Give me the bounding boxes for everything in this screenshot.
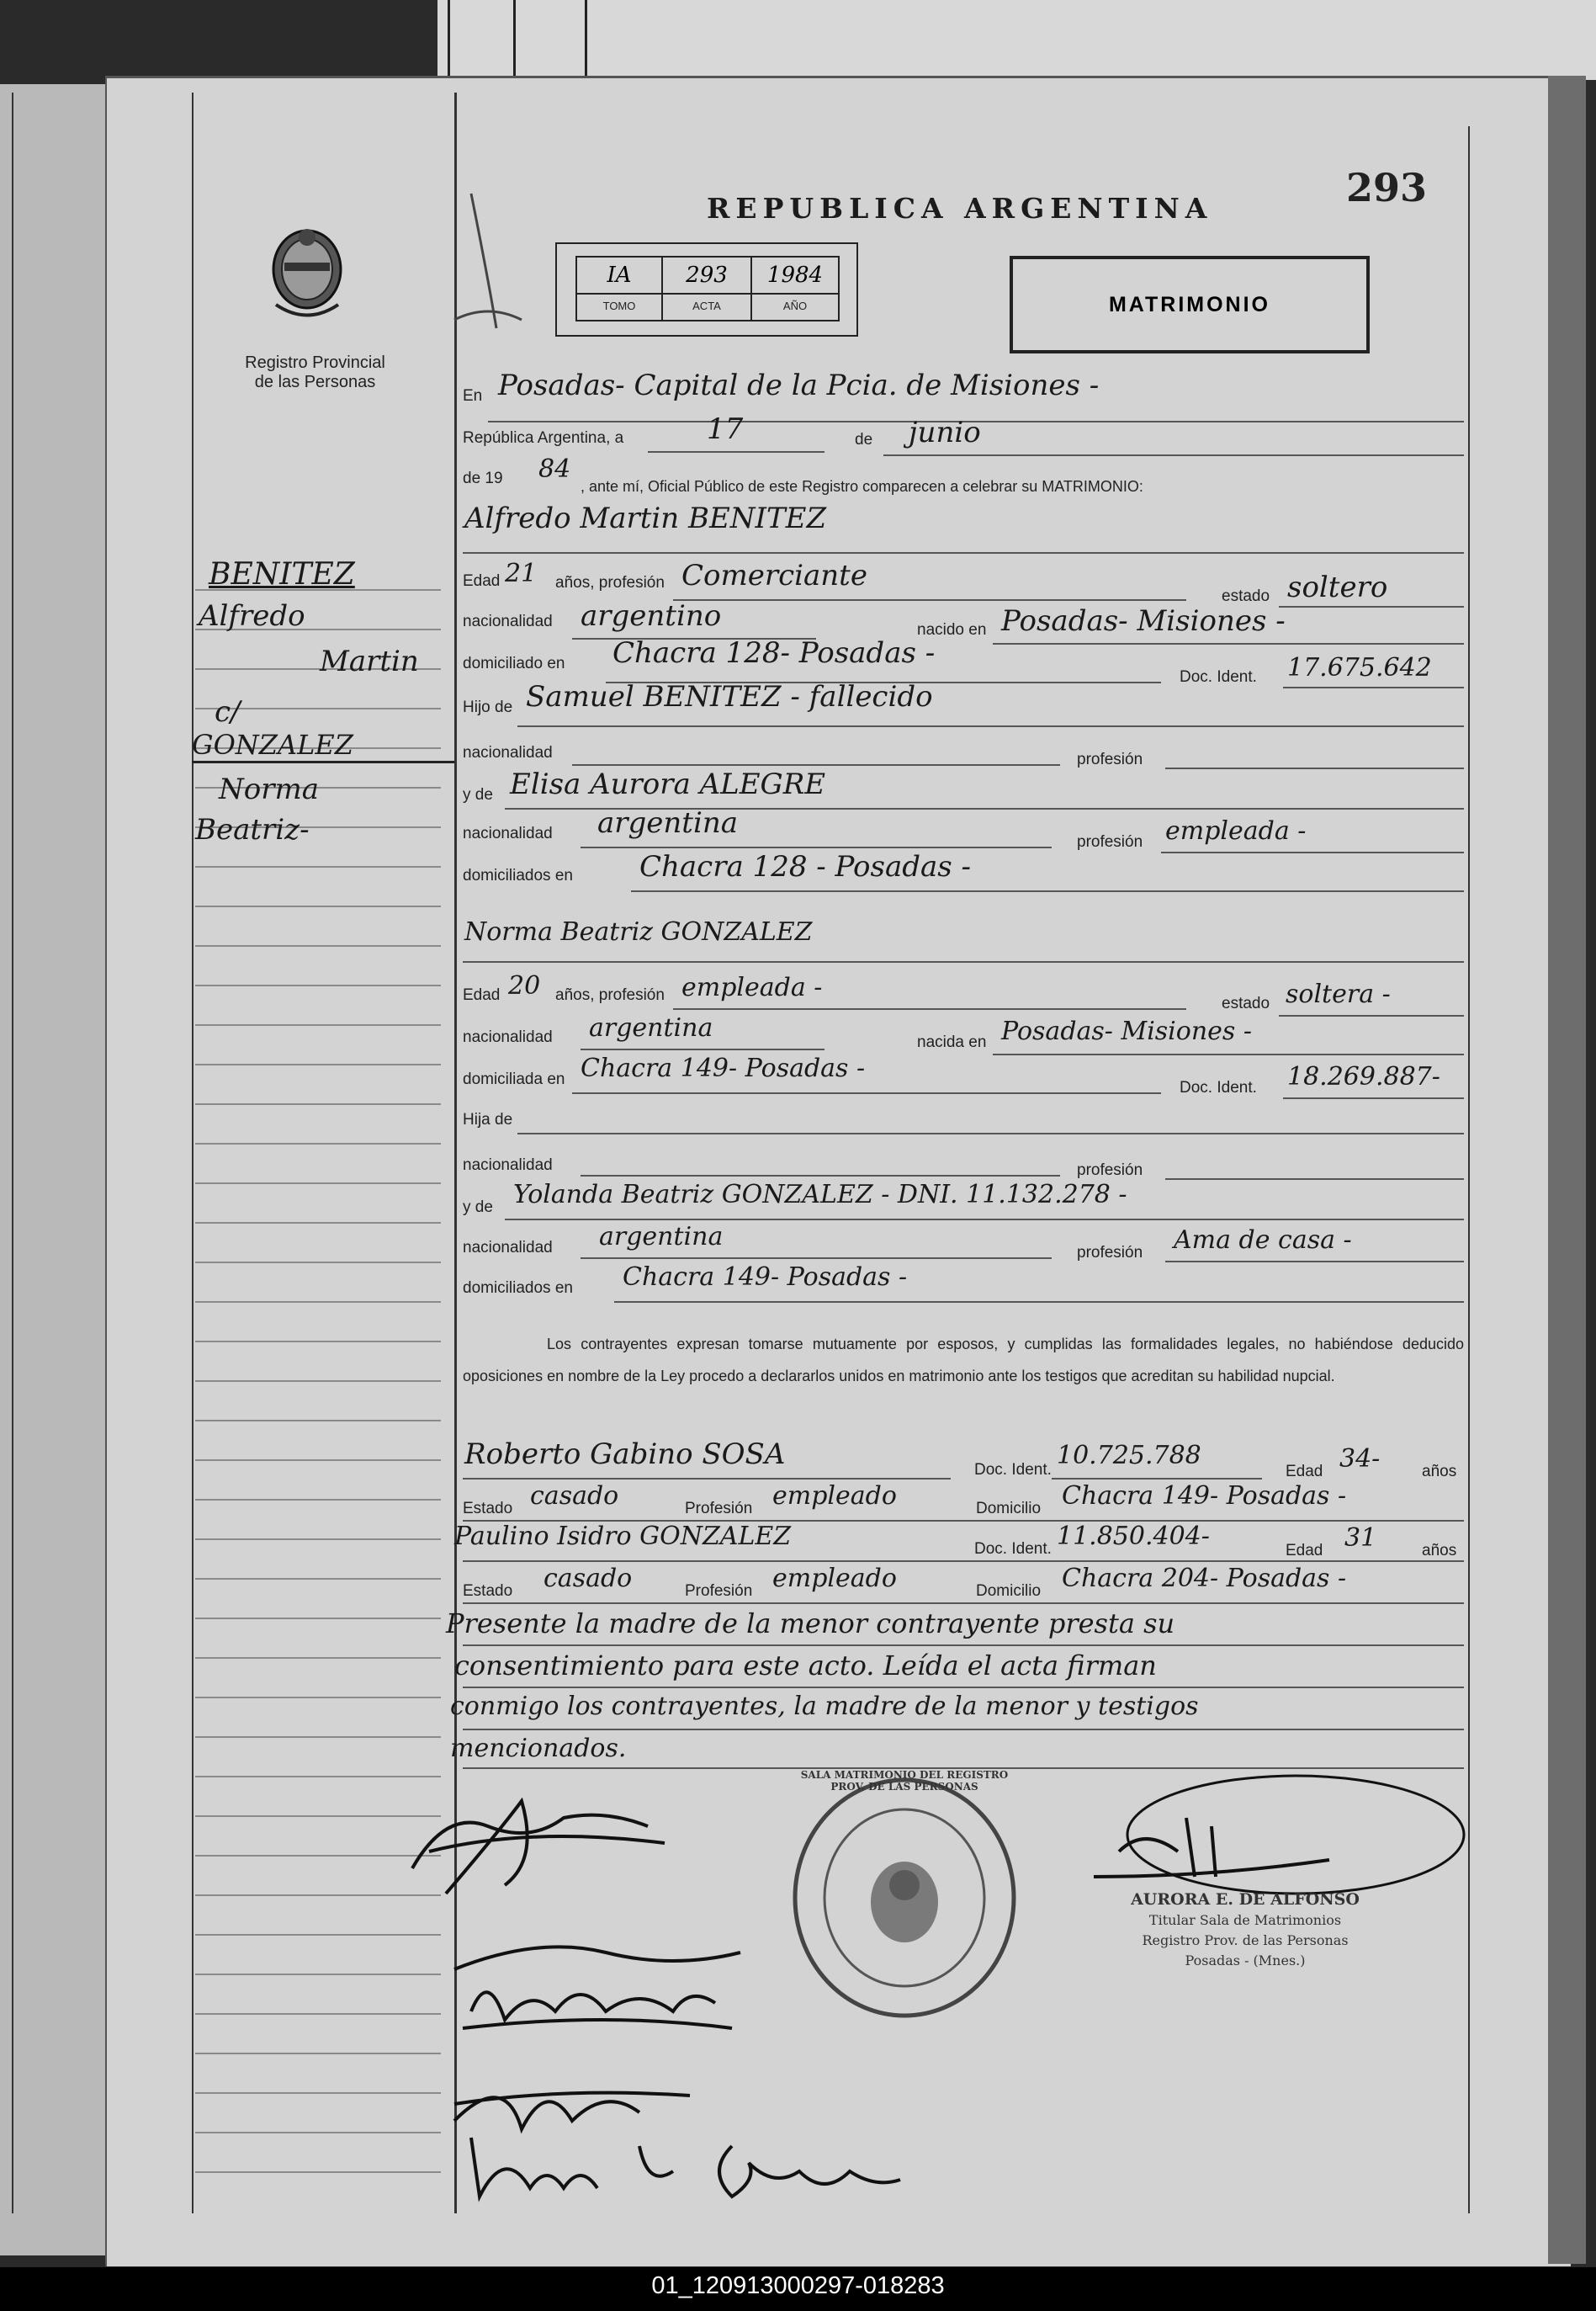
- rule-groom-mother-prof: [1161, 852, 1464, 853]
- bride-domicilio: Chacra 149- Posadas -: [581, 1054, 866, 1083]
- rule-witness1-name: [463, 1478, 951, 1480]
- note-line4: mencionados.: [450, 1734, 627, 1763]
- margin-middle-groom: Martin: [320, 645, 419, 678]
- margin-rule: [195, 1697, 441, 1698]
- groom-father-prof-label: profesión: [1077, 751, 1143, 768]
- groom-mother: Elisa Aurora ALEGRE: [510, 768, 826, 801]
- rule-note1: [463, 1644, 1464, 1646]
- round-seal-text: SALA MATRIMONIO DEL REGISTRO PROV. DE LAS PERSONAS: [800, 1769, 1009, 1793]
- rule-month: [883, 454, 1464, 456]
- month-value: junio: [909, 416, 981, 449]
- margin-rule: [195, 1143, 441, 1145]
- witness2-edad: 31: [1344, 1523, 1377, 1553]
- rule-bride-dom: [572, 1092, 1161, 1094]
- note-line3: conmigo los contrayentes, la madre de la menor y testigos: [450, 1692, 1199, 1721]
- margin-rule: [195, 1064, 441, 1065]
- margin-rule: [195, 1578, 441, 1580]
- margin-rule: [195, 1618, 441, 1619]
- groom-mother-nac: argentina: [597, 806, 739, 840]
- official-name: AURORA E. DE ALFONSO: [1131, 1890, 1360, 1909]
- rule-bride-prof: [673, 1008, 1186, 1010]
- groom-yde-label: y de: [463, 786, 493, 804]
- groom-name: Alfredo Martin BENITEZ: [464, 502, 827, 535]
- groom-estado: soltero: [1287, 571, 1388, 604]
- margin-surname-groom: BENITEZ: [209, 557, 355, 592]
- groom-dom-label: domiciliado en: [463, 655, 565, 672]
- margin-rule: [195, 1182, 441, 1184]
- groom-edad: 21: [505, 559, 538, 588]
- witness2-anos-label: años: [1422, 1542, 1457, 1559]
- rule-groom-father-nac: [572, 764, 1060, 766]
- bride-mother-nac: argentina: [599, 1222, 724, 1251]
- margin-rule: [195, 866, 441, 868]
- initial-mark: [437, 177, 538, 353]
- witness1-dom-label: Domicilio: [976, 1500, 1042, 1517]
- groom-parents-dom: Chacra 128 - Posadas -: [639, 850, 972, 884]
- signature-bride: [437, 1919, 757, 2053]
- rule-bride-nac: [581, 1049, 825, 1050]
- signature-witness2: [454, 2112, 925, 2213]
- bride-estado: soltera -: [1286, 980, 1391, 1009]
- rule-note2: [463, 1687, 1464, 1688]
- rule-groom-nacido: [993, 643, 1464, 645]
- bride-yde-label: y de: [463, 1198, 493, 1216]
- groom-father: Samuel BENITEZ - fallecido: [526, 680, 933, 714]
- left-page-line: [12, 93, 13, 2213]
- rule-bride-name: [463, 961, 1464, 963]
- acta-label: ACTA: [692, 300, 721, 312]
- groom-parents-dom-label: domiciliados en: [463, 867, 573, 885]
- bride-mother-nac-label: nacionalidad: [463, 1239, 553, 1256]
- margin-rule: [195, 2171, 441, 2173]
- bride-nacionalidad: argentina: [589, 1013, 713, 1043]
- groom-mother-prof-label: profesión: [1077, 833, 1143, 851]
- year-prefix: de 19: [463, 470, 503, 487]
- page-edge: [1548, 76, 1586, 2264]
- rule-note3: [463, 1729, 1464, 1730]
- bride-estado-label: estado: [1222, 995, 1270, 1012]
- witness2-prof-label: Profesión: [685, 1582, 753, 1600]
- rule-groom-parents-dom: [631, 890, 1464, 892]
- rule-bride-parents-dom: [614, 1301, 1464, 1303]
- witness1-edad-label: Edad: [1286, 1463, 1323, 1480]
- republica-label: República Argentina, a: [463, 429, 624, 447]
- rule-bride-father-nac: [581, 1175, 1060, 1177]
- bride-doc: 18.269.887-: [1287, 1062, 1440, 1092]
- groom-edad-label: Edad: [463, 572, 501, 590]
- de-label: de: [855, 431, 873, 449]
- bride-nacida: Posadas- Misiones -: [1001, 1017, 1252, 1046]
- witness2-dom-label: Domicilio: [976, 1582, 1042, 1600]
- rule-bride-father-prof: [1165, 1178, 1464, 1180]
- note-line1: Presente la madre de la menor contrayente presta su: [446, 1607, 1175, 1639]
- witness2-edad-label: Edad: [1286, 1542, 1323, 1559]
- groom-mother-prof: empleada -: [1165, 816, 1307, 846]
- bride-nacida-label: nacida en: [917, 1033, 987, 1051]
- rule-bride-mother-prof: [1165, 1261, 1464, 1262]
- witness1-domicilio: Chacra 149- Posadas -: [1062, 1481, 1347, 1511]
- rule-groom-mother-nac: [581, 847, 1052, 848]
- witness1-prof-label: Profesión: [685, 1500, 753, 1517]
- bride-edad-label: Edad: [463, 986, 501, 1004]
- rule-bride-nacida: [993, 1054, 1464, 1055]
- margin-rule: [195, 1974, 441, 1975]
- groom-doc: 17.675.642: [1287, 653, 1432, 683]
- margin-surname-bride: GONZALEZ: [192, 729, 353, 761]
- acta-value: 293: [686, 263, 728, 288]
- coat-of-arms-icon: [268, 220, 347, 328]
- margin-rule: [195, 1262, 441, 1263]
- groom-domicilio: Chacra 128- Posadas -: [612, 636, 936, 670]
- margin-rule: [195, 1736, 441, 1738]
- witness2-name: Paulino Isidro GONZALEZ: [454, 1522, 792, 1551]
- official-location: Posadas - (Mnes.): [1185, 1952, 1306, 1968]
- year-suffix: 84: [538, 454, 571, 484]
- margin-rule: [195, 1341, 441, 1342]
- rule-groom-father: [517, 725, 1464, 727]
- groom-mother-nac-label: nacionalidad: [463, 825, 553, 842]
- margin-rule: [195, 1538, 441, 1540]
- witness2-domicilio: Chacra 204- Posadas -: [1062, 1564, 1347, 1593]
- margin-rule: [195, 1103, 441, 1105]
- ano-label: AÑO: [782, 300, 808, 312]
- witness2-profesion: empleado: [772, 1564, 897, 1593]
- margin-rule: [195, 1222, 441, 1224]
- margin-rule: [195, 1499, 441, 1501]
- rule-bride-mother: [505, 1219, 1464, 1220]
- witness1-name: Roberto Gabino SOSA: [464, 1437, 786, 1471]
- groom-doc-label: Doc. Ident.: [1180, 668, 1257, 686]
- margin-rule: [195, 1024, 441, 1026]
- bride-doc-label: Doc. Ident.: [1180, 1079, 1257, 1097]
- margin-rule: [195, 1380, 441, 1382]
- groom-estado-label: estado: [1222, 587, 1270, 605]
- bride-edad: 20: [508, 971, 541, 1001]
- witness2-doc: 11.850.404-: [1057, 1522, 1210, 1551]
- margin-rule: [195, 1657, 441, 1659]
- bride-parents-dom: Chacra 149- Posadas -: [623, 1262, 908, 1292]
- margin-middle-bride: Beatriz-: [195, 813, 310, 847]
- bride-mother-prof-label: profesión: [1077, 1244, 1143, 1262]
- witness1-doc: 10.725.788: [1057, 1441, 1201, 1470]
- registry-line2: de las Personas: [254, 373, 376, 391]
- signature-groom: [395, 1776, 681, 1910]
- day-value: 17: [707, 412, 744, 446]
- note-line2: consentimiento para este acto. Leída el acta firman: [454, 1650, 1157, 1681]
- bride-father-prof-label: profesión: [1077, 1161, 1143, 1179]
- witness1-doc-label: Doc. Ident.: [974, 1461, 1052, 1479]
- bride-prof-label: años, profesión: [555, 986, 665, 1004]
- country-title: REPUBLICA ARGENTINA: [707, 192, 1213, 225]
- tomo-label: TOMO: [602, 300, 636, 312]
- margin-rule: [195, 2132, 441, 2133]
- witness2-estado: casado: [543, 1564, 633, 1593]
- bride-nac-label: nacionalidad: [463, 1028, 553, 1046]
- bride-hija-label: Hija de: [463, 1111, 513, 1129]
- margin-left-line: [192, 93, 194, 2213]
- rule-groom-name: [463, 552, 1464, 554]
- witness2-estado-label: Estado: [463, 1582, 513, 1600]
- official-registry: Registro Prov. de las Personas: [1142, 1932, 1349, 1948]
- margin-separator: [192, 761, 454, 763]
- groom-nacido-label: nacido en: [917, 621, 987, 639]
- rule-groom-prof: [673, 599, 1186, 601]
- book-top-edge: [437, 0, 1596, 80]
- bride-mother: Yolanda Beatriz GONZALEZ - DNI. 11.132.278 -: [513, 1180, 1127, 1209]
- rule-groom-father-prof: [1165, 768, 1464, 769]
- margin-connector: c/: [215, 695, 241, 729]
- rule-witness2-detail: [463, 1602, 1464, 1604]
- margin-given-groom: Alfredo: [199, 599, 305, 633]
- bride-dom-label: domiciliada en: [463, 1070, 565, 1088]
- rule-bride-mother-nac: [581, 1257, 1052, 1259]
- witness2-doc-label: Doc. Ident.: [974, 1540, 1052, 1558]
- bride-father-nac-label: nacionalidad: [463, 1156, 553, 1174]
- en-label: En: [463, 387, 483, 405]
- registry-line1: Registro Provincial: [245, 353, 385, 372]
- groom-nacido: Posadas- Misiones -: [1001, 604, 1286, 638]
- margin-rule: [195, 1420, 441, 1421]
- margin-rule: [195, 2013, 441, 2015]
- groom-prof-label: años, profesión: [555, 574, 665, 592]
- groom-nac-label: nacionalidad: [463, 613, 553, 630]
- groom-father-nac-label: nacionalidad: [463, 744, 553, 762]
- rule-witness2-name: [463, 1560, 1464, 1562]
- rule-bride-father: [517, 1133, 1464, 1134]
- bride-name: Norma Beatriz GONZALEZ: [464, 917, 813, 947]
- left-page-strip: [0, 84, 109, 2255]
- rule-groom-estado: [1279, 606, 1464, 608]
- margin-rule: [195, 2092, 441, 2094]
- place-value: Posadas- Capital de la Pcia. de Misiones -: [498, 369, 1100, 402]
- witness1-profesion: empleado: [772, 1481, 897, 1511]
- ano-value: 1984: [766, 263, 824, 288]
- rule-witness1-doc: [1052, 1478, 1262, 1480]
- declaration-text: Los contrayentes expresan tomarse mutuamente por esposos, y cumplidas las formalidades legales, no habiéndose deducido oposiciones en nombre de la Ley procedo a declararlos unidos en matrimonio ante los testigos que acreditan su habilidad nupcial.: [463, 1336, 1464, 1384]
- official-title: Titular Sala de Matrimonios: [1148, 1912, 1342, 1928]
- groom-hijo-label: Hijo de: [463, 699, 513, 716]
- rule-day: [648, 451, 825, 453]
- witness1-anos-label: años: [1422, 1463, 1457, 1480]
- margin-rule: [195, 945, 441, 947]
- registry-name: [220, 353, 410, 392]
- margin-given-bride: Norma: [219, 773, 319, 806]
- page-number: 293: [1346, 165, 1428, 210]
- intro-text: , ante mí, Oficial Público de este Registro comparecen a celebrar su MATRIMONIO:: [581, 478, 1143, 495]
- witness1-estado-label: Estado: [463, 1500, 513, 1517]
- round-seal-icon: [782, 1776, 1026, 2020]
- rule-bride-estado: [1279, 1015, 1464, 1017]
- margin-rule: [195, 1459, 441, 1461]
- rule-bride-doc: [1283, 1097, 1464, 1099]
- bride-profesion: empleada -: [681, 973, 823, 1002]
- margin-rule: [195, 906, 441, 907]
- bride-parents-dom-label: domiciliados en: [463, 1279, 573, 1297]
- rule-groom-doc: [1283, 687, 1464, 688]
- record-id-box: [555, 242, 858, 337]
- groom-nacionalidad: argentino: [581, 599, 722, 633]
- margin-rule: [195, 1934, 441, 1936]
- witness1-estado: casado: [530, 1481, 619, 1511]
- tomo-value: IA: [607, 263, 632, 288]
- margin-rule: [195, 1301, 441, 1303]
- record-type-box: MATRIMONIO: [1010, 256, 1370, 353]
- margin-rule: [195, 985, 441, 986]
- witness1-edad: 34-: [1339, 1444, 1381, 1474]
- groom-profesion: Comerciante: [681, 559, 867, 592]
- bride-mother-prof: Ama de casa -: [1174, 1225, 1352, 1255]
- file-id: 01_120913000297-018283: [651, 2272, 945, 2299]
- margin-rule: [195, 2053, 441, 2054]
